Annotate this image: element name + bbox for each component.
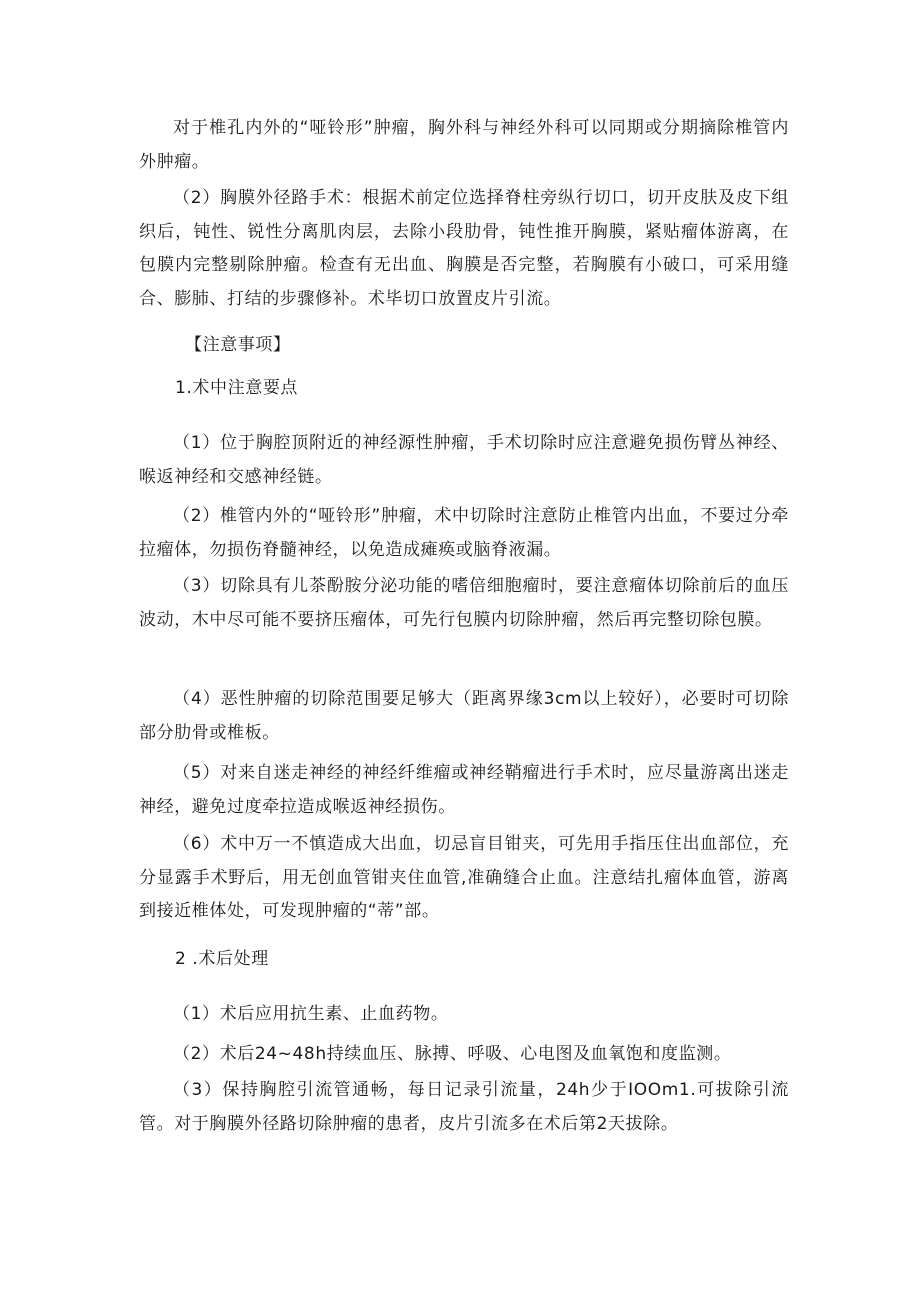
section-intraoperative-heading: 1.术中注意要点 (175, 378, 299, 398)
item-intraop-5: （5）对来自迷走神经的神经纤维瘤或神经鞘瘤进行手术时，应尽量游离出迷走神经，避免过度牵拉造成喉返神经损伤。 (139, 763, 789, 817)
paragraph-dumbbell-tumor: 对于椎孔内外的“哑铃形”肿瘤，胸外科与神经外科可以同期或分期摘除椎管内外肿瘤。 (139, 118, 789, 172)
item-postop-3: （3）保持胸腔引流管通畅，每日记录引流量，24h少于IOOm1.可拔除引流管。对于胸膜外径路切除肿瘤的患者，皮片引流多在术后第2天拔除。 (139, 1080, 789, 1134)
item-postop-1: （1）术后应用抗生素、止血药物。 (173, 1004, 449, 1024)
item-intraop-3: （3）切除具有儿茶酚胺分泌功能的嗜倍细胞瘤时，要注意瘤体切除前后的血压波动，木中尽可能不要挤压瘤体，可先行包膜内切除肿瘤，然后再完整切除包膜。 (139, 576, 789, 630)
item-intraop-4: （4）恶性肿瘤的切除范围要足够大（距离界缘3cm以上较好），必要时可切除部分肋骨或椎板。 (139, 689, 789, 743)
notes-heading: 【注意事项】 (185, 335, 291, 355)
item-postop-2: （2）术后24~48h持续血压、脉搏、呼吸、心电图及血氧饱和度监测。 (173, 1044, 732, 1064)
item-intraop-1: （1）位于胸腔顶附近的神经源性肿瘤，手术切除时应注意避免损伤臂丛神经、喉返神经和交感神经链。 (139, 433, 789, 487)
item-intraop-2: （2）椎管内外的“哑铃形”肿瘤，术中切除时注意防止椎管内出血，不要过分牵拉瘤体，勿损伤脊髓神经，以免造成瘫痪或脑脊液漏。 (139, 506, 789, 560)
section-postoperative-heading: 2 .术后处理 (175, 949, 269, 969)
paragraph-extrapleural-approach: （2）胸膜外径路手术：根据术前定位选择脊柱旁纵行切口，切开皮肤及皮下组织后，钝性、锐性分离肌肉层，去除小段肋骨，钝性推开胸膜，紧贴瘤体游离，在包膜内完整剔除肿瘤。检查有无出血、胸膜是否完整，若胸膜有小破口，可采用缝合、膨肺、打结的步骤修补。术毕切口放置皮片引流。 (139, 188, 789, 309)
item-intraop-6: （6）术中万一不慎造成大出血，切忌盲目钳夹，可先用手指压住出血部位，充分显露手术野后，用无创血管钳夹住血管,准确缝合止血。注意结扎瘤体血管，游离到接近椎体处，可发现肿瘤的“蒂”部。 (139, 834, 789, 921)
